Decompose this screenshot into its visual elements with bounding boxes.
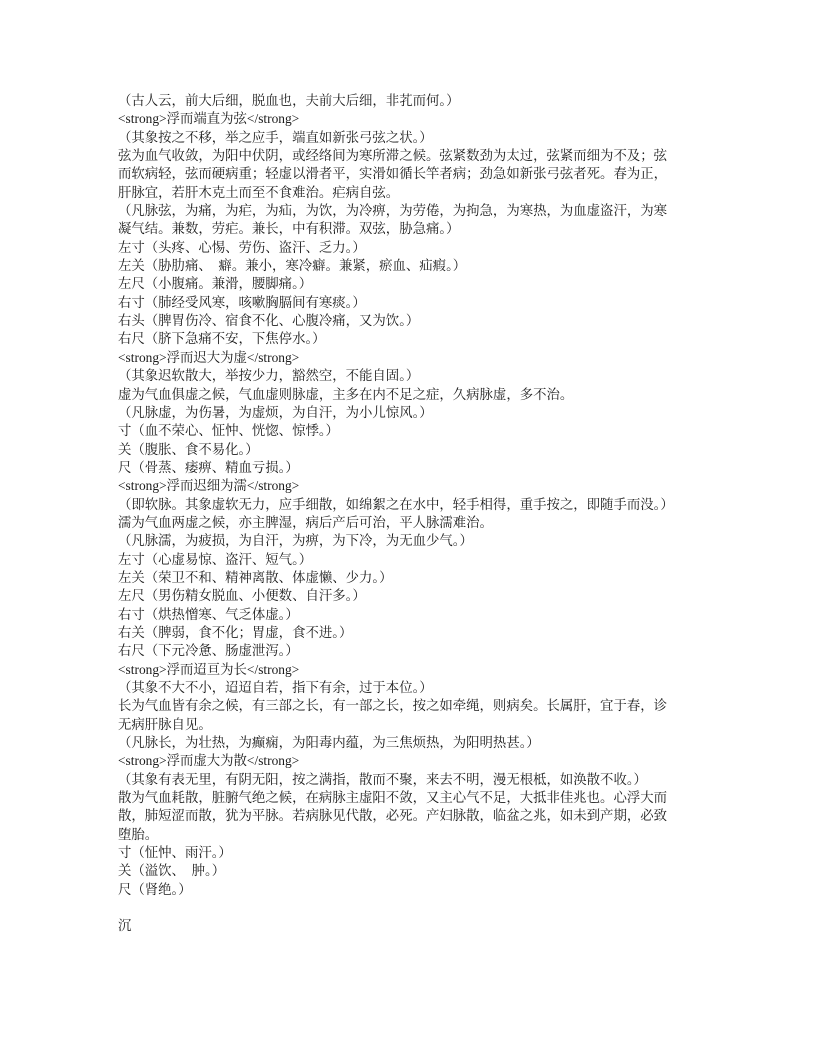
text-line: 左关（荣卫不和、精神离散、体虚懒、少力。） bbox=[118, 569, 393, 585]
text-line: 左尺（小腹痛。兼滑，腰脚痛。） bbox=[118, 276, 313, 292]
text-line: （凡脉长，为壮热，为癫痫，为阳毒内蕴，为三焦烦热，为阳明热甚。） bbox=[118, 735, 540, 751]
text-line: （其象不大不小，迢迢自若，指下有余，过于本位。） bbox=[118, 680, 433, 695]
text-line: <strong>浮而迟细为濡</strong> bbox=[118, 478, 300, 494]
text-line: 散为气血耗散，脏腑气绝之候，在病脉主虚阳不敛，又主心气不足，大抵非佳兆也。心浮大而 bbox=[118, 790, 668, 806]
text-line: （其象有表无里，有阴无阳，按之满指，散而不聚，来去不明，漫无根柢，如涣散不收。） bbox=[118, 771, 647, 787]
text-line: 右关（脾弱，食不化；胃虚，食不进。） bbox=[118, 624, 353, 640]
text-line: （凡脉濡，为疲损，为自汗，为痹，为下冷，为无血少气。） bbox=[118, 533, 473, 549]
text-line: 弦为血气收敛，为阳中伏阴，或经络间为寒所滞之候。弦紧数劲为太过，弦紧而细为不及；弦 bbox=[118, 148, 668, 164]
text-line: <strong>浮而虚大为散</strong> bbox=[118, 753, 300, 769]
text-line: 尺（肾绝。） bbox=[118, 881, 192, 897]
text-line: 散，肺短涩而散，犹为平脉。若病脉见代散，必死。产妇脉散，临盆之兆，如未到产期，必致 bbox=[118, 808, 668, 824]
text-line: 左寸（头疼、心惕、劳伤、盗汗、乏力。） bbox=[118, 239, 366, 255]
text-line: 关（腹胀、食不易化。） bbox=[118, 441, 259, 457]
text-line: 肝脉宜，若肝木克土而至不食难治。疟病自弦。 bbox=[118, 184, 400, 200]
text-line: 左关（胁肋痛、 癖。兼小，寒冷癖。兼紧，瘀血、疝瘕。） bbox=[118, 258, 467, 274]
text-line: 无病肝脉自见。 bbox=[118, 716, 212, 732]
document-text-block bbox=[118, 92, 698, 936]
text-line: <strong>浮而迟大为虚</strong> bbox=[118, 349, 300, 365]
text-line: （其象按之不移，举之应手，端直如新张弓弦之状。） bbox=[118, 129, 433, 145]
text-line: 左寸（心虚易惊、盗汗、短气。） bbox=[118, 551, 313, 567]
text-line: 关（溢饮、 肿。） bbox=[118, 863, 226, 879]
text-line: 右尺（下元冷惫、肠虚泄泻。） bbox=[118, 643, 299, 659]
text-line: 凝气结。兼数，劳疟。兼长，中有积滞。双弦，胁急痛。） bbox=[118, 221, 460, 237]
text-line: 右尺（脐下急痛不安，下焦停水。） bbox=[118, 331, 326, 347]
text-line: 右寸（肺经受风寒，咳嗽胸膈间有寒痰。） bbox=[118, 294, 366, 310]
text-line: 尺（骨蒸、痿痹、精血亏损。） bbox=[118, 459, 299, 475]
text-line: 而软病轻，弦而硬病重；轻虚以滑者平，实滑如循长竿者病；劲急如新张弓弦者死。春为正， bbox=[118, 166, 668, 182]
text-line: （其象迟软散大，举按少力，豁然空，不能自固。） bbox=[118, 368, 420, 384]
text-line: （凡脉弦，为痛，为疟，为疝，为饮，为冷痹，为劳倦，为拘急，为寒热，为血虚盗汗，为寒 bbox=[118, 203, 668, 219]
text-line: 右寸（烘热憎寒、气乏体虚。） bbox=[118, 606, 299, 622]
text-line: （即软脉。其象虚软无力，应手细散，如绵絮之在水中，轻手相得，重手按之，即随手而没。） bbox=[118, 496, 674, 512]
text-line: 濡为气血两虚之候，亦主脾湿，病后产后可治，平人脉濡难治。 bbox=[118, 514, 493, 530]
text-line: 右头（脾胃伤冷、宿食不化、心腹冷痛，又为饮。） bbox=[118, 313, 420, 329]
text-line bbox=[118, 899, 698, 917]
text-line: （凡脉虚，为伤暑，为虚烦，为自汗，为小儿惊风。） bbox=[118, 404, 433, 420]
text-line: 长为气血皆有余之候，有三部之长，有一部之长，按之如牵绳，则病矣。长属肝，宜于春，诊 bbox=[118, 698, 668, 714]
text-line: 沉 bbox=[118, 918, 132, 934]
text-line: <strong>浮而端直为弦</strong> bbox=[118, 111, 300, 127]
text-line: 左尺（男伤精女脱血、小便数、自汗多。） bbox=[118, 588, 366, 604]
text-line: <strong>浮而迢亘为长</strong> bbox=[118, 661, 300, 677]
text-line: 寸（怔忡、雨汗。） bbox=[118, 845, 232, 861]
text-line: 堕胎。 bbox=[118, 826, 159, 842]
text-line: （古人云，前大后细，脱血也，夫前大后细，非芤而何。） bbox=[118, 93, 460, 108]
text-line: 虚为气血俱虚之候，气血虚则脉虚，主多在内不足之症，久病脉虚，多不治。 bbox=[118, 386, 574, 402]
text-line: 寸（血不荣心、怔忡、恍惚、惊悸。） bbox=[118, 423, 339, 439]
